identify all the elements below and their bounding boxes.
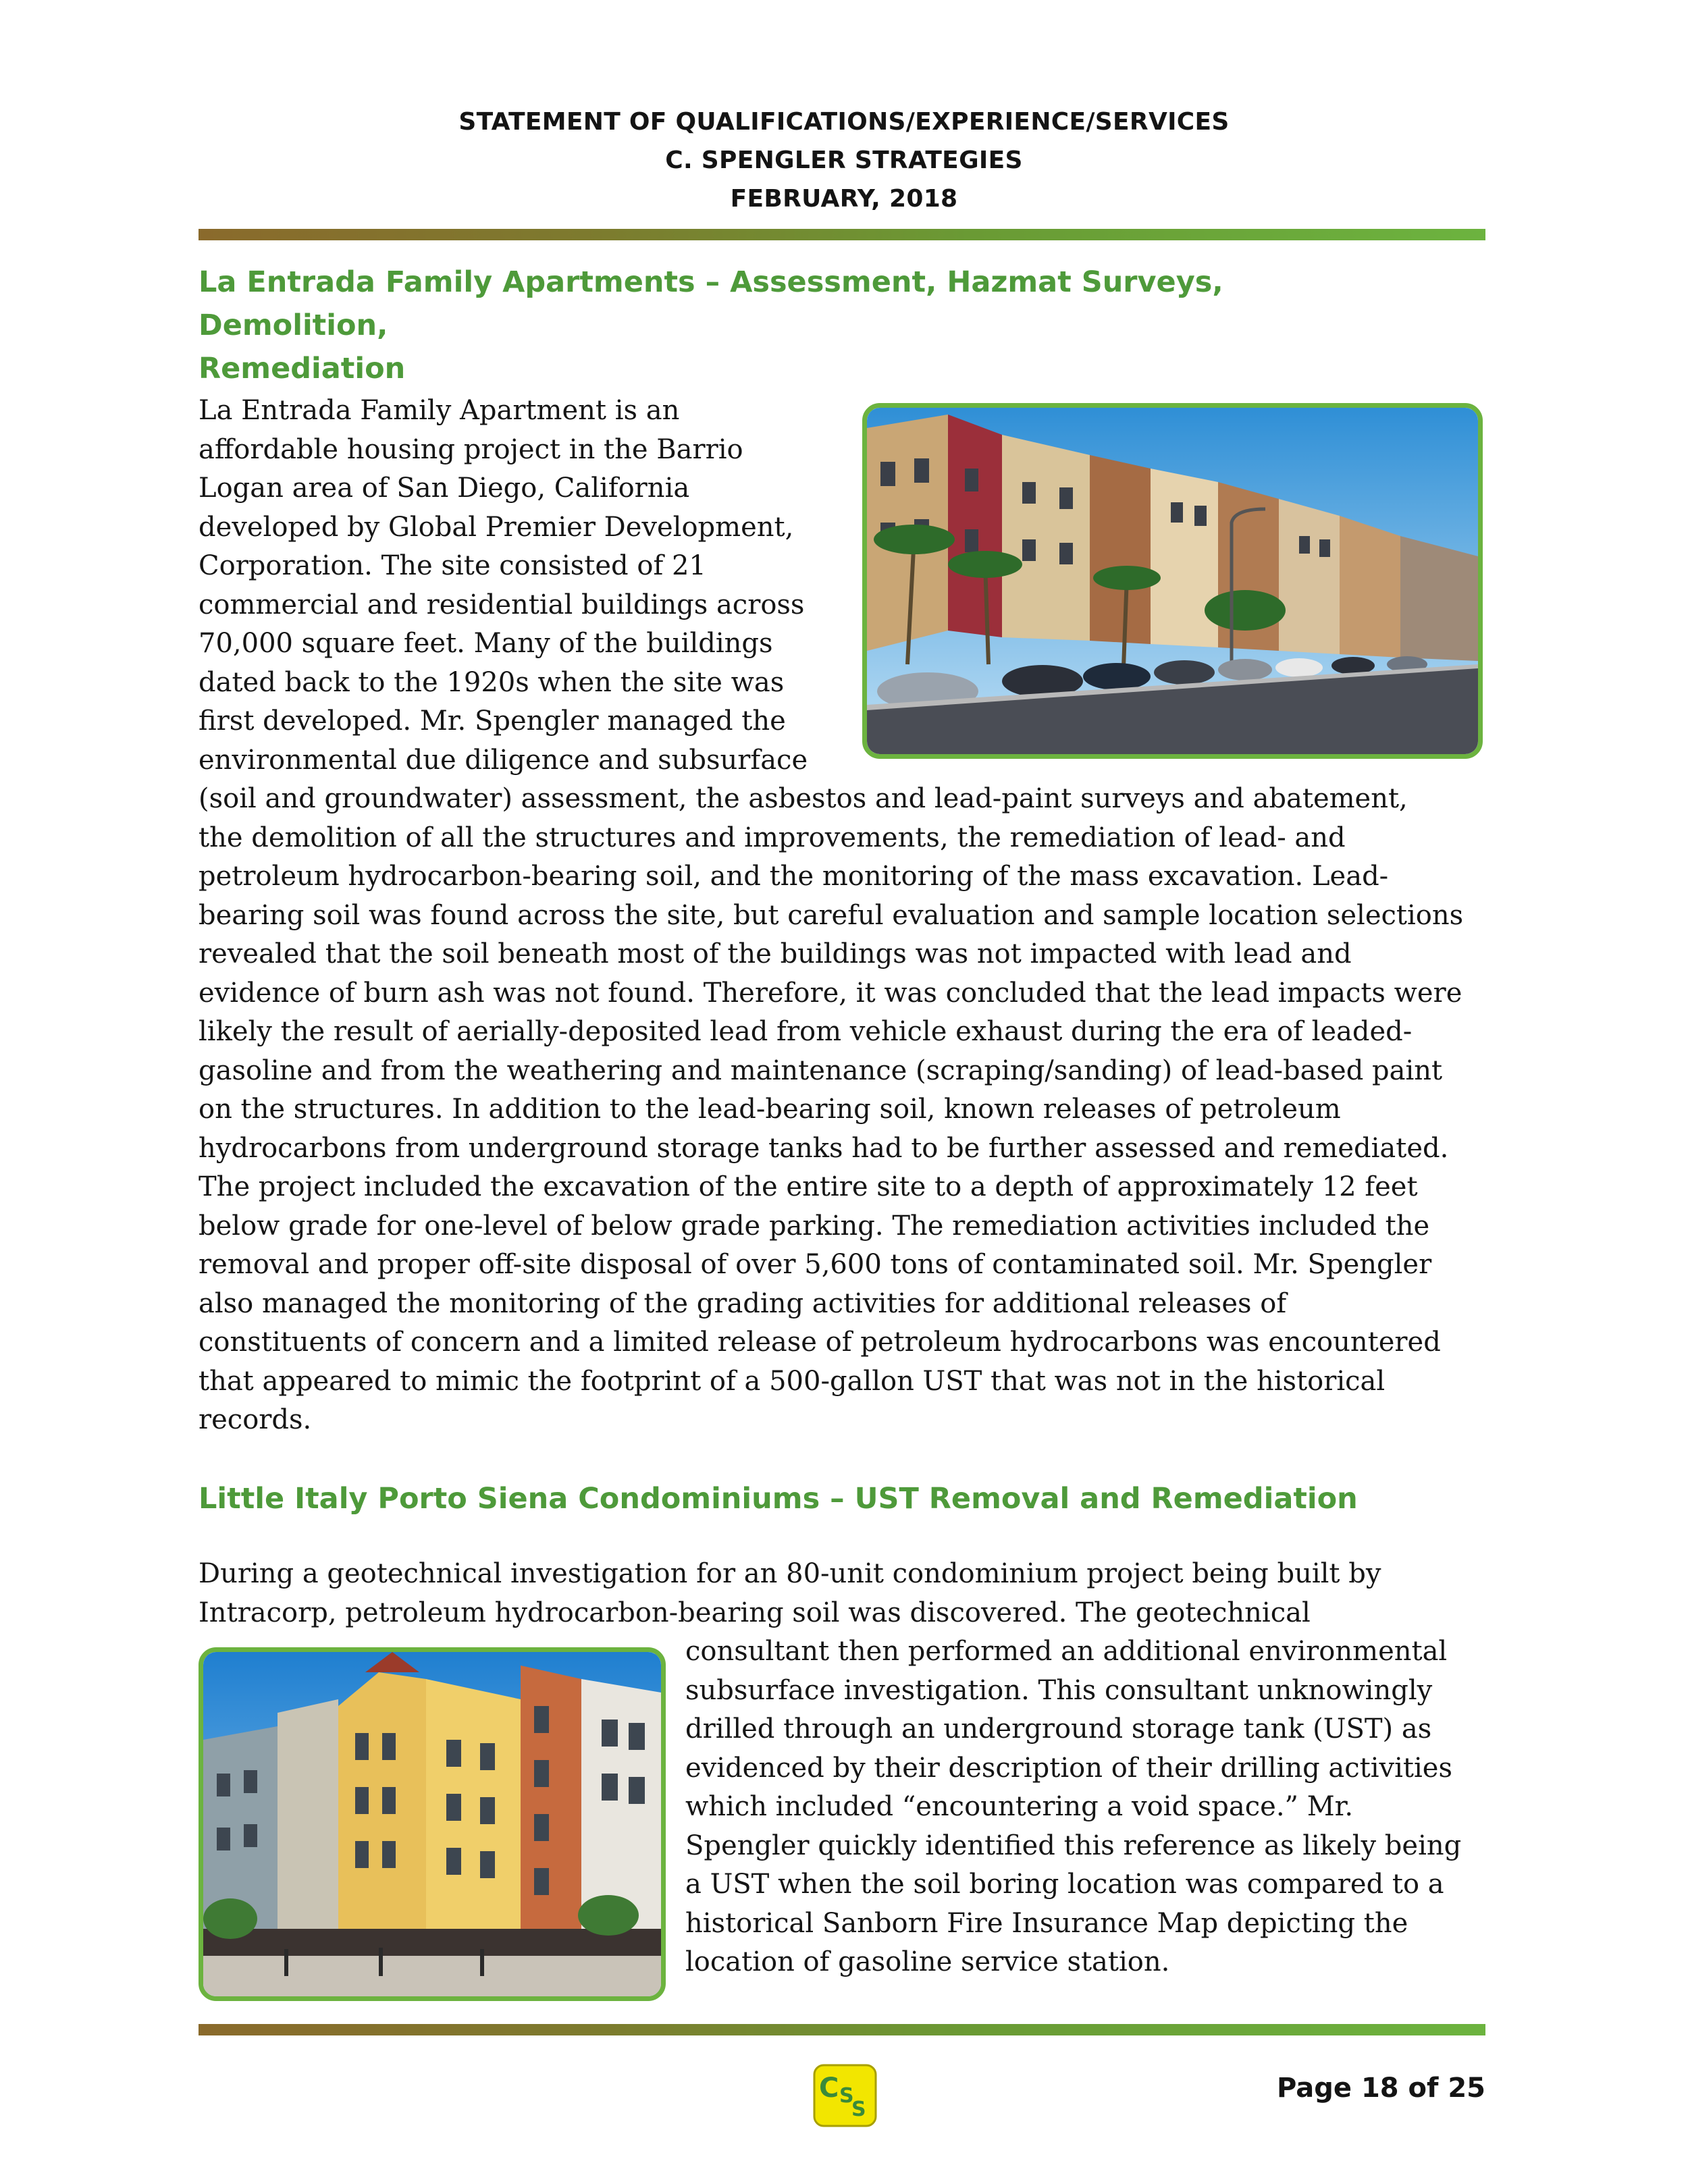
paragraph-line: The project included the excavation of the entire site to a depth of approximately 12 feet	[199, 1171, 1418, 1202]
header-date: FEBRUARY, 2018	[730, 185, 958, 213]
paragraph-line: also managed the monitoring of the grading activities for additional releases of	[199, 1287, 1287, 1319]
paragraph-line: on the structures. In addition to the lead-bearing soil, known releases of petroleum	[199, 1094, 1341, 1125]
top-divider	[199, 229, 1485, 240]
paragraph-line: below grade for one-level of below grade parking. The remediation activities included the	[199, 1210, 1430, 1242]
paragraph-line: evidenced by their description of their drilling activities	[685, 1752, 1452, 1784]
paragraph-line: location of gasoline service station.	[685, 1946, 1170, 1977]
section1-heading-line1: La Entrada Family Apartments – Assessment, Hazmat Surveys, Demolition,	[199, 265, 1223, 342]
paragraph-line: the demolition of all the structures and improvements, the remediation of lead- and	[199, 822, 1346, 853]
paragraph-line: revealed that the soil beneath most of the buildings was not impacted with lead and	[199, 938, 1352, 969]
paragraph-line: During a geotechnical investigation for an 80-unit condominium project being built by	[199, 1558, 1381, 1589]
header-company: C. SPENGLER STRATEGIES	[665, 147, 1023, 174]
paragraph-line: bearing soil was found across the site, but careful evaluation and sample location selections	[199, 899, 1464, 931]
paragraph-line: gasoline and from the weathering and maintenance (scraping/sanding) of lead-based paint	[199, 1055, 1443, 1086]
section2-paragraph-wrapped	[685, 1632, 1461, 1982]
paragraph-line: hydrocarbons from underground storage tanks had to be further assessed and remediated.	[199, 1132, 1449, 1164]
paragraph-line: consultant then performed an additional environmental	[685, 1636, 1448, 1667]
paragraph-line: removal and proper off-site disposal of over 5,600 tons of contaminated soil. Mr. Spengler	[199, 1249, 1432, 1280]
paragraph-line: subsurface investigation. This consultant unknowingly	[685, 1674, 1433, 1706]
header-title: STATEMENT OF QUALIFICATIONS/EXPERIENCE/SERVICES	[458, 108, 1230, 136]
paragraph-line: (soil and groundwater) assessment, the asbestos and lead-paint surveys and abatement,	[199, 783, 1408, 814]
css-logo-icon	[812, 2063, 878, 2128]
bottom-divider	[199, 2024, 1485, 2035]
paragraph-line: which included “encountering a void space.” Mr.	[685, 1791, 1354, 1822]
paragraph-line: developed by Global Premier Development,	[199, 511, 794, 543]
paragraph-line: environmental due diligence and subsurface	[199, 744, 808, 776]
paragraph-line: drilled through an underground storage tank (UST) as	[685, 1713, 1432, 1744]
section1-heading-line2: Remediation	[199, 352, 406, 385]
paragraph-line: Spengler quickly identified this reference as likely being	[685, 1830, 1462, 1861]
paragraph-line: Logan area of San Diego, California	[199, 473, 690, 504]
paragraph-line: affordable housing project in the Barrio	[199, 433, 743, 465]
svg-text:C: C	[819, 2073, 839, 2104]
section2-paragraph-intro	[199, 1555, 1381, 1632]
paragraph-line: constituents of concern and a limited release of petroleum hydrocarbons was encountered	[199, 1327, 1441, 1358]
paragraph-line: likely the result of aerially-deposited lead from vehicle exhaust during the era of leaded-	[199, 1016, 1413, 1047]
condominium-building-illustration	[203, 1652, 661, 1996]
paragraph-line: dated back to the 1920s when the site was	[199, 666, 785, 698]
section2-heading: Little Italy Porto Siena Condominiums – UST Removal and Remediation	[199, 1482, 1358, 1516]
paragraph-line: petroleum hydrocarbon-bearing soil, and the monitoring of the mass excavation. Lead-	[199, 861, 1389, 892]
paragraph-line: La Entrada Family Apartment is an	[199, 395, 680, 426]
paragraph-line: commercial and residential buildings across	[199, 589, 805, 620]
paragraph-line: that appeared to mimic the footprint of a 500-gallon UST that was not in the historical	[199, 1365, 1386, 1397]
paragraph-line: Intracorp, petroleum hydrocarbon-bearing soil was discovered. The geotechnical	[199, 1597, 1311, 1628]
section1-paragraph	[199, 392, 1463, 1440]
section1-heading	[199, 261, 1414, 390]
paragraph-line: Corporation. The site consisted of 21	[199, 550, 706, 581]
paragraph-line: historical Sanborn Fire Insurance Map depicting the	[685, 1907, 1408, 1939]
svg-text:S: S	[839, 2084, 854, 2108]
page-number: Page 18 of 25	[1277, 2073, 1485, 2104]
paragraph-line: a UST when the soil boring location was compared to a	[685, 1869, 1444, 1900]
paragraph-line: records.	[199, 1404, 312, 1435]
paragraph-line: 70,000 square feet. Many of the buildings	[199, 628, 773, 659]
paragraph-line: first developed. Mr. Spengler managed the	[199, 705, 786, 737]
paragraph-line: evidence of burn ash was not found. Therefore, it was concluded that the lead impacts were	[199, 977, 1462, 1009]
svg-text:S: S	[851, 2098, 866, 2121]
document-header	[0, 103, 1688, 218]
porto-siena-condominiums-photo	[199, 1647, 666, 2001]
